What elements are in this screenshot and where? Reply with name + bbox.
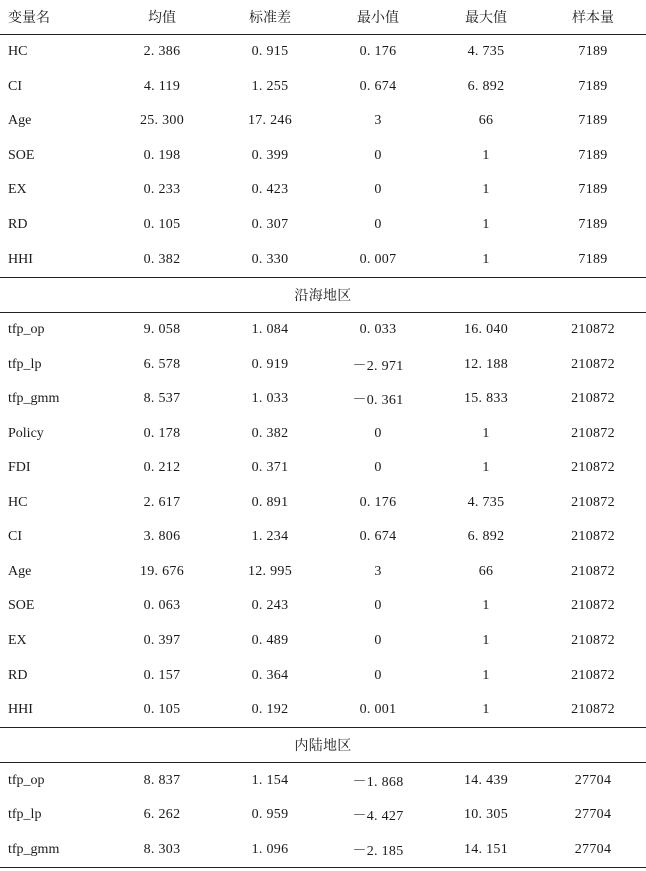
variable-cell: Policy xyxy=(8,425,44,441)
max-cell: 1 xyxy=(482,702,490,718)
table-row xyxy=(0,347,646,382)
header-sample-size: 样本量 xyxy=(540,0,646,35)
header-mean: 均值 xyxy=(108,0,216,35)
header-min: 最小值 xyxy=(324,0,432,35)
mean-cell: 6. 578 xyxy=(143,356,181,372)
max-cell: 1 xyxy=(482,147,490,163)
min-cell: 0 xyxy=(374,217,382,232)
std-dev-cell: 1. 234 xyxy=(251,529,289,545)
min-cell: 0 xyxy=(374,667,382,683)
max-cell: 14. 439 xyxy=(463,772,509,788)
variable-cell: HHI xyxy=(8,702,33,718)
std-dev-cell: 1. 255 xyxy=(251,78,289,94)
sample-size-cell: 7189 xyxy=(578,113,608,129)
section-coastal xyxy=(0,277,646,312)
std-dev-cell: 0. 891 xyxy=(251,494,289,510)
min-cell: 0. 674 xyxy=(359,78,397,94)
variable-cell: EX xyxy=(8,182,27,198)
variable-cell: tfp_lp xyxy=(8,807,42,823)
sample-size-cell: 210872 xyxy=(571,563,615,579)
table-row xyxy=(0,451,646,486)
variable-cell: HC xyxy=(8,494,28,510)
std-dev-cell: 0. 192 xyxy=(251,702,289,718)
table-row xyxy=(0,798,646,833)
table-row xyxy=(0,70,646,105)
mean-cell: 0. 198 xyxy=(143,147,181,163)
section-inland xyxy=(0,728,646,763)
table-row xyxy=(0,35,646,70)
header-std-dev: 标准差 xyxy=(216,0,324,35)
variable-cell: SOE xyxy=(8,147,35,163)
sample-size-cell: 210872 xyxy=(571,425,615,441)
variable-cell: SOE xyxy=(8,598,35,614)
std-dev-cell: 0. 423 xyxy=(251,182,289,198)
variable-cell: RD xyxy=(8,217,28,232)
min-cell: 0 xyxy=(374,182,382,198)
max-cell: 15. 833 xyxy=(463,391,509,407)
std-dev-cell: 0. 243 xyxy=(251,598,289,614)
mean-cell: 6. 262 xyxy=(143,807,181,823)
sample-size-cell: 7189 xyxy=(578,251,608,267)
max-cell: 1 xyxy=(482,425,490,441)
min-cell: －1. 868 xyxy=(352,774,404,790)
max-cell: 14. 151 xyxy=(432,832,540,867)
sample-size-cell: 210872 xyxy=(571,391,615,407)
max-cell: 4. 735 xyxy=(467,494,505,510)
sample-size-cell: 210872 xyxy=(571,322,615,338)
min-cell: 0 xyxy=(374,633,382,649)
max-cell: 66 xyxy=(478,113,494,129)
section-inland-title: 内陆地区 xyxy=(0,728,646,763)
max-cell: 1 xyxy=(482,598,490,614)
mean-cell: 9. 058 xyxy=(143,322,181,338)
sample-size-cell: 210872 xyxy=(571,356,615,372)
sample-size-cell: 27704 xyxy=(574,772,612,788)
variable-cell: tfp_op xyxy=(8,322,45,338)
min-cell: 0. 033 xyxy=(359,322,397,338)
mean-cell: 0. 382 xyxy=(143,251,181,267)
mean-cell: 8. 837 xyxy=(143,772,181,788)
variable-cell: RD xyxy=(8,667,28,683)
max-cell: 10. 305 xyxy=(463,807,509,823)
std-dev-cell: 0. 330 xyxy=(251,251,289,267)
variable-cell: EX xyxy=(8,633,27,649)
min-cell: －2. 185 xyxy=(324,832,432,867)
max-cell: 16. 040 xyxy=(463,322,509,338)
min-cell: 0 xyxy=(374,598,382,614)
table-row xyxy=(0,312,646,347)
min-cell: －2. 971 xyxy=(352,358,404,374)
mean-cell: 8. 537 xyxy=(143,391,181,407)
std-dev-cell: 0. 382 xyxy=(251,425,289,441)
mean-cell: 0. 397 xyxy=(143,633,181,649)
mean-cell: 19. 676 xyxy=(139,563,185,579)
std-dev-cell: 1. 033 xyxy=(251,391,289,407)
mean-cell: 0. 105 xyxy=(143,702,181,718)
sample-size-cell: 210872 xyxy=(571,667,615,683)
min-cell: 0. 176 xyxy=(359,494,397,510)
max-cell: 1 xyxy=(482,217,490,232)
variable-cell: HC xyxy=(8,44,28,60)
std-dev-cell: 0. 307 xyxy=(251,217,289,232)
table-row xyxy=(0,658,646,693)
table-row xyxy=(0,763,646,798)
min-cell: －0. 361 xyxy=(352,393,404,409)
sample-size-cell: 7189 xyxy=(578,217,608,232)
mean-cell: 0. 178 xyxy=(143,425,181,441)
max-cell: 1 xyxy=(482,633,490,649)
sample-size-cell: 7189 xyxy=(578,182,608,198)
max-cell: 6. 892 xyxy=(467,529,505,545)
std-dev-cell: 0. 371 xyxy=(251,460,289,476)
mean-cell: 0. 212 xyxy=(143,460,181,476)
min-cell: 0. 176 xyxy=(359,44,397,60)
min-cell: 0. 674 xyxy=(359,529,397,545)
min-cell: 0. 001 xyxy=(359,702,397,718)
table-row xyxy=(0,242,646,277)
header-variable-name: 变量名 xyxy=(0,0,108,35)
std-dev-cell: 17. 246 xyxy=(247,113,293,129)
sample-size-cell: 210872 xyxy=(571,702,615,718)
table-row xyxy=(0,555,646,590)
variable-cell: tfp_gmm xyxy=(8,391,60,407)
min-cell: 3 xyxy=(374,563,382,579)
variable-cell: tfp_gmm xyxy=(0,832,108,867)
sample-size-cell: 210872 xyxy=(571,598,615,614)
max-cell: 4. 735 xyxy=(467,44,505,60)
sample-size-cell: 210872 xyxy=(571,494,615,510)
mean-cell: 2. 617 xyxy=(143,494,181,510)
sample-size-cell: 210872 xyxy=(571,529,615,545)
table-row xyxy=(0,520,646,555)
variable-cell: Age xyxy=(8,563,32,579)
std-dev-cell: 12. 995 xyxy=(247,563,293,579)
std-dev-cell: 1. 154 xyxy=(251,772,289,788)
variable-cell: FDI xyxy=(8,460,31,476)
std-dev-cell: 0. 915 xyxy=(251,44,289,60)
sample-size-cell: 210872 xyxy=(571,460,615,476)
std-dev-cell: 0. 364 xyxy=(251,667,289,683)
max-cell: 1 xyxy=(482,460,490,476)
std-dev-cell: 1. 084 xyxy=(251,322,289,338)
max-cell: 1 xyxy=(482,182,490,198)
variable-cell: tfp_lp xyxy=(8,356,42,372)
mean-cell: 4. 119 xyxy=(143,78,181,94)
header-max: 最大值 xyxy=(432,0,540,35)
sample-size-cell: 7189 xyxy=(578,78,608,94)
table-row xyxy=(0,173,646,208)
std-dev-cell: 0. 959 xyxy=(251,807,289,823)
max-cell: 1 xyxy=(482,251,490,267)
header-row xyxy=(0,0,646,35)
max-cell: 12. 188 xyxy=(463,356,509,372)
variable-cell: CI xyxy=(8,529,22,545)
mean-cell: 8. 303 xyxy=(108,832,216,867)
sample-size-cell: 210872 xyxy=(571,633,615,649)
std-dev-cell: 0. 919 xyxy=(251,356,289,372)
min-cell: 0 xyxy=(374,147,382,163)
min-cell: 0. 007 xyxy=(359,251,397,267)
mean-cell: 0. 063 xyxy=(143,598,181,614)
sample-size-cell: 27704 xyxy=(540,832,646,867)
mean-cell: 2. 386 xyxy=(143,44,181,60)
variable-cell: HHI xyxy=(8,251,33,267)
mean-cell: 3. 806 xyxy=(143,529,181,545)
table-row xyxy=(0,104,646,139)
section-coastal-title: 沿海地区 xyxy=(0,277,646,312)
variable-cell: tfp_op xyxy=(8,772,45,788)
mean-cell: 25. 300 xyxy=(139,113,185,129)
table-row xyxy=(0,624,646,659)
std-dev-cell: 0. 489 xyxy=(251,633,289,649)
table-row xyxy=(0,693,646,728)
min-cell: 0 xyxy=(374,460,382,476)
min-cell: 3 xyxy=(374,113,382,129)
max-cell: 1 xyxy=(482,667,490,683)
sample-size-cell: 7189 xyxy=(578,44,608,60)
sample-size-cell: 7189 xyxy=(578,147,608,163)
table-row xyxy=(0,832,646,867)
variable-cell: Age xyxy=(8,113,32,129)
min-cell: －4. 427 xyxy=(352,809,404,825)
mean-cell: 0. 105 xyxy=(143,217,181,232)
variable-cell: CI xyxy=(8,78,22,94)
mean-cell: 0. 157 xyxy=(143,667,181,683)
max-cell: 6. 892 xyxy=(467,78,505,94)
table-row xyxy=(0,486,646,521)
mean-cell: 0. 233 xyxy=(143,182,181,198)
sample-size-cell: 27704 xyxy=(574,807,612,823)
table-row xyxy=(0,589,646,624)
min-cell: 0 xyxy=(374,425,382,441)
max-cell: 66 xyxy=(478,563,494,579)
std-dev-cell: 0. 399 xyxy=(251,147,289,163)
table-row xyxy=(0,139,646,174)
table-row xyxy=(0,382,646,417)
table-row xyxy=(0,208,646,243)
std-dev-cell: 1. 096 xyxy=(216,832,324,867)
table-row xyxy=(0,416,646,451)
